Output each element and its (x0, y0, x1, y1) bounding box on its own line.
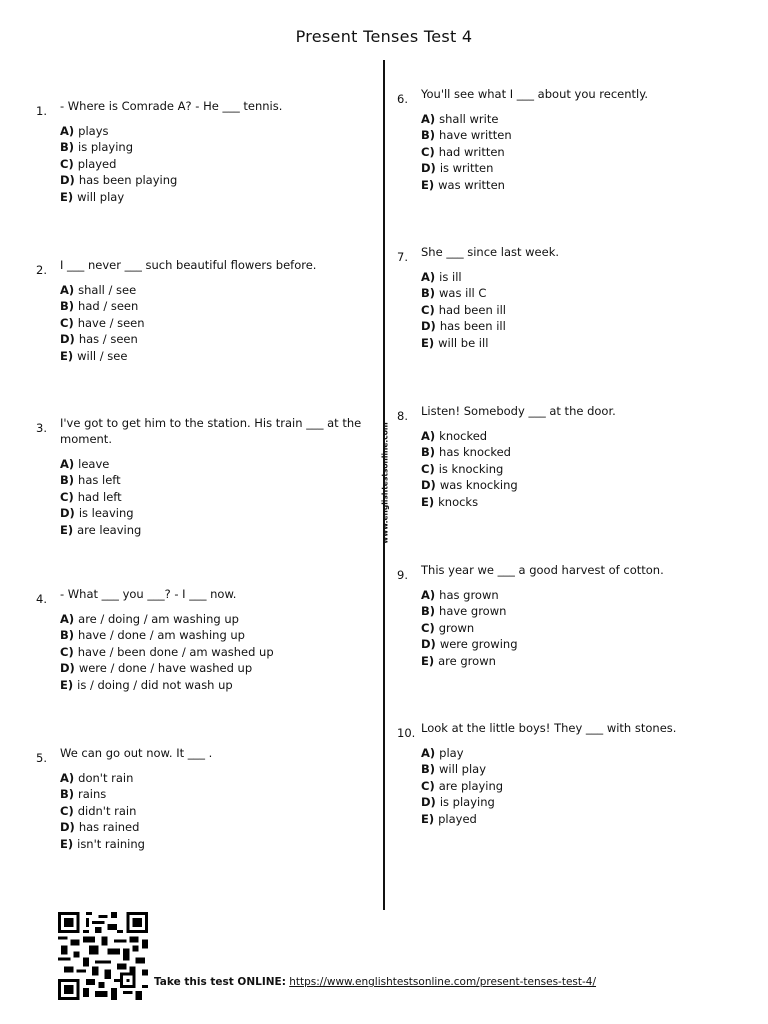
question-1 (36, 98, 366, 205)
footer-label: Take this test ONLINE: (154, 976, 286, 988)
option-text: grown (438, 620, 475, 635)
option-e[interactable] (421, 811, 737, 827)
option-text: was ill C (439, 286, 487, 301)
option-text: have written (439, 128, 512, 143)
option-letter: A) (421, 746, 436, 760)
option-c[interactable] (421, 461, 737, 477)
question-9 (397, 562, 737, 669)
question-number: 9. (397, 568, 408, 582)
option-text: have / been done / am washed up (77, 644, 274, 659)
option-text: shall / see (78, 283, 137, 297)
option-letter: B) (60, 787, 75, 802)
question-text: I ___ never ___ such beautiful flowers before. (60, 258, 317, 272)
question-text: She ___ since last week. (421, 245, 560, 259)
option-b[interactable] (60, 627, 366, 643)
option-c[interactable] (60, 156, 366, 172)
option-text: has rained (78, 820, 140, 835)
option-e[interactable] (60, 348, 366, 364)
options-list (60, 611, 366, 693)
option-text: don't rain (78, 771, 134, 785)
option-text: was written (438, 177, 505, 192)
option-letter: C) (60, 315, 74, 330)
option-text: is playing (439, 795, 495, 810)
option-text: had been ill (438, 302, 506, 317)
question-10 (397, 720, 737, 827)
option-letter: D) (421, 478, 436, 493)
option-letter: A) (421, 270, 436, 284)
option-letter: C) (421, 144, 435, 159)
option-a[interactable] (60, 770, 366, 786)
question-5 (36, 745, 366, 852)
option-e[interactable] (421, 177, 737, 193)
option-text: had written (438, 144, 505, 159)
options-list (421, 745, 737, 827)
option-e[interactable] (421, 335, 737, 351)
option-letter: C) (60, 644, 74, 659)
option-letter: A) (60, 124, 75, 138)
option-d[interactable] (60, 660, 366, 676)
option-text: isn't raining (77, 836, 145, 851)
option-a[interactable] (421, 587, 737, 603)
question-number: 5. (36, 751, 47, 765)
option-d[interactable] (60, 331, 366, 347)
option-letter: C) (421, 778, 435, 793)
option-text: knocked (439, 429, 488, 443)
option-text: are grown (438, 653, 496, 668)
question-4 (36, 586, 366, 693)
option-text: had left (77, 489, 122, 504)
page-title: Present Tenses Test 4 (295, 27, 473, 46)
option-d[interactable] (60, 172, 366, 188)
option-c[interactable] (60, 489, 376, 505)
option-text: had / seen (78, 299, 139, 314)
footer (154, 976, 596, 988)
question-number: 7. (397, 250, 408, 264)
option-letter: E) (421, 177, 435, 192)
option-letter: B) (421, 604, 436, 619)
option-text: is leaving (78, 506, 134, 521)
option-letter: E) (421, 653, 435, 668)
option-letter: C) (60, 489, 74, 504)
option-letter: C) (421, 620, 435, 635)
option-letter: A) (60, 771, 75, 785)
option-text: is playing (78, 140, 134, 155)
question-number: 4. (36, 592, 47, 606)
option-text: will be ill (438, 335, 489, 350)
option-b[interactable] (421, 444, 737, 460)
options-list (421, 111, 737, 193)
option-b[interactable] (60, 139, 366, 155)
test-online-link[interactable]: https://www.englishtestsonline.com/present-tenses-test-4/ (289, 976, 597, 988)
option-text: have / done / am washing up (78, 628, 245, 643)
option-text: were growing (439, 637, 518, 652)
question-2 (36, 257, 366, 364)
option-b[interactable] (60, 472, 376, 488)
option-text: will play (439, 762, 487, 777)
option-letter: D) (60, 173, 75, 188)
option-text: will / see (77, 348, 128, 363)
option-letter: A) (60, 283, 75, 297)
option-b[interactable] (421, 761, 737, 777)
side-website-url: www.englishtestsonline.com (380, 422, 390, 544)
option-letter: B) (421, 128, 436, 143)
option-b[interactable] (421, 127, 737, 143)
option-text: didn't rain (77, 803, 137, 818)
option-text: is / doing / did not wash up (77, 677, 233, 692)
option-text: are playing (438, 778, 504, 793)
option-letter: B) (421, 762, 436, 777)
option-a[interactable] (421, 428, 737, 444)
option-letter: D) (421, 637, 436, 652)
option-text: has left (78, 473, 121, 488)
option-e[interactable] (60, 522, 376, 538)
options-list (60, 770, 366, 852)
option-d[interactable] (421, 636, 737, 652)
option-letter: E) (60, 189, 74, 204)
options-list (421, 428, 737, 510)
option-letter: D) (60, 332, 75, 347)
options-list (60, 123, 366, 205)
option-text: has grown (439, 588, 499, 602)
option-letter: D) (421, 795, 436, 810)
option-a[interactable] (60, 611, 366, 627)
option-d[interactable] (60, 819, 366, 835)
option-letter: C) (421, 302, 435, 317)
option-letter: A) (421, 429, 436, 443)
question-number: 8. (397, 409, 408, 423)
options-list (60, 456, 376, 538)
option-letter: B) (60, 140, 75, 155)
option-e[interactable] (421, 494, 737, 510)
option-text: are / doing / am washing up (78, 612, 239, 626)
question-text: Look at the little boys! They ___ with stones. (421, 721, 677, 735)
option-text: have / seen (77, 315, 145, 330)
option-letter: B) (421, 445, 436, 460)
question-number: 10. (397, 726, 416, 740)
option-c[interactable] (421, 620, 737, 636)
option-letter: D) (60, 661, 75, 676)
option-letter: A) (60, 457, 75, 471)
option-d[interactable] (421, 477, 737, 493)
option-text: played (77, 156, 117, 171)
option-letter: A) (421, 112, 436, 126)
option-b[interactable] (60, 786, 366, 802)
option-e[interactable] (60, 189, 366, 205)
option-a[interactable] (60, 123, 366, 139)
option-text: have grown (439, 604, 507, 619)
option-letter: E) (60, 836, 74, 851)
option-text: plays (78, 124, 109, 138)
option-text: was knocking (439, 478, 518, 493)
option-b[interactable] (60, 298, 366, 314)
option-letter: D) (421, 161, 436, 176)
option-c[interactable] (60, 803, 366, 819)
option-text: are leaving (77, 522, 142, 537)
question-text: Listen! Somebody ___ at the door. (421, 404, 616, 418)
option-letter: D) (421, 319, 436, 334)
question-6 (397, 86, 737, 193)
option-text: leave (78, 457, 110, 471)
option-d[interactable] (421, 794, 737, 810)
option-a[interactable] (421, 111, 737, 127)
option-d[interactable] (421, 160, 737, 176)
option-letter: D) (60, 506, 75, 521)
option-b[interactable] (421, 285, 737, 301)
option-b[interactable] (421, 603, 737, 619)
option-d[interactable] (60, 505, 376, 521)
option-c[interactable] (421, 778, 737, 794)
question-text: - Where is Comrade A? - He ___ tennis. (60, 99, 283, 113)
option-d[interactable] (421, 318, 737, 334)
question-text: I've got to get him to the station. His train ___ at the moment. (60, 416, 362, 446)
option-letter: E) (60, 348, 74, 363)
question-text: We can go out now. It ___ . (60, 746, 213, 760)
options-list (421, 587, 737, 669)
option-letter: A) (60, 612, 75, 626)
option-text: has been playing (78, 173, 178, 188)
option-letter: C) (421, 461, 435, 476)
qr-code-icon[interactable] (58, 912, 148, 1000)
option-text: rains (78, 787, 107, 802)
option-text: were / done / have washed up (78, 661, 253, 676)
options-list (421, 269, 737, 351)
option-text: played (438, 811, 477, 826)
option-c[interactable] (421, 302, 737, 318)
options-list (60, 282, 366, 364)
question-number: 3. (36, 421, 47, 435)
option-text: is ill (439, 270, 462, 284)
question-text: You'll see what I ___ about you recently. (421, 87, 649, 101)
option-letter: B) (60, 628, 75, 643)
option-c[interactable] (421, 144, 737, 160)
question-3 (36, 415, 376, 538)
question-number: 1. (36, 104, 47, 118)
option-letter: E) (421, 494, 435, 509)
option-text: is knocking (438, 461, 504, 476)
option-letter: C) (60, 156, 74, 171)
option-a[interactable] (60, 456, 376, 472)
option-letter: B) (421, 286, 436, 301)
option-letter: B) (60, 473, 75, 488)
option-c[interactable] (60, 315, 366, 331)
option-text: has knocked (439, 445, 511, 460)
question-number: 2. (36, 263, 47, 277)
option-text: play (439, 746, 464, 760)
option-letter: E) (60, 522, 74, 537)
option-letter: C) (60, 803, 74, 818)
option-text: knocks (438, 494, 479, 509)
question-7 (397, 244, 737, 351)
question-text: This year we ___ a good harvest of cotton. (421, 563, 664, 577)
option-text: has been ill (439, 319, 506, 334)
option-text: is written (439, 161, 494, 176)
option-text: will play (77, 189, 125, 204)
option-c[interactable] (60, 644, 366, 660)
option-letter: E) (421, 335, 435, 350)
option-letter: D) (60, 820, 75, 835)
option-e[interactable] (60, 677, 366, 693)
option-text: shall write (439, 112, 499, 126)
option-letter: A) (421, 588, 436, 602)
option-a[interactable] (60, 282, 366, 298)
option-letter: E) (60, 677, 74, 692)
question-text: - What ___ you ___? - I ___ now. (60, 587, 237, 601)
question-number: 6. (397, 92, 408, 106)
option-text: has / seen (78, 332, 138, 347)
option-e[interactable] (60, 836, 366, 852)
option-letter: B) (60, 299, 75, 314)
question-8 (397, 403, 737, 510)
option-a[interactable] (421, 745, 737, 761)
option-letter: E) (421, 811, 435, 826)
option-a[interactable] (421, 269, 737, 285)
option-e[interactable] (421, 653, 737, 669)
